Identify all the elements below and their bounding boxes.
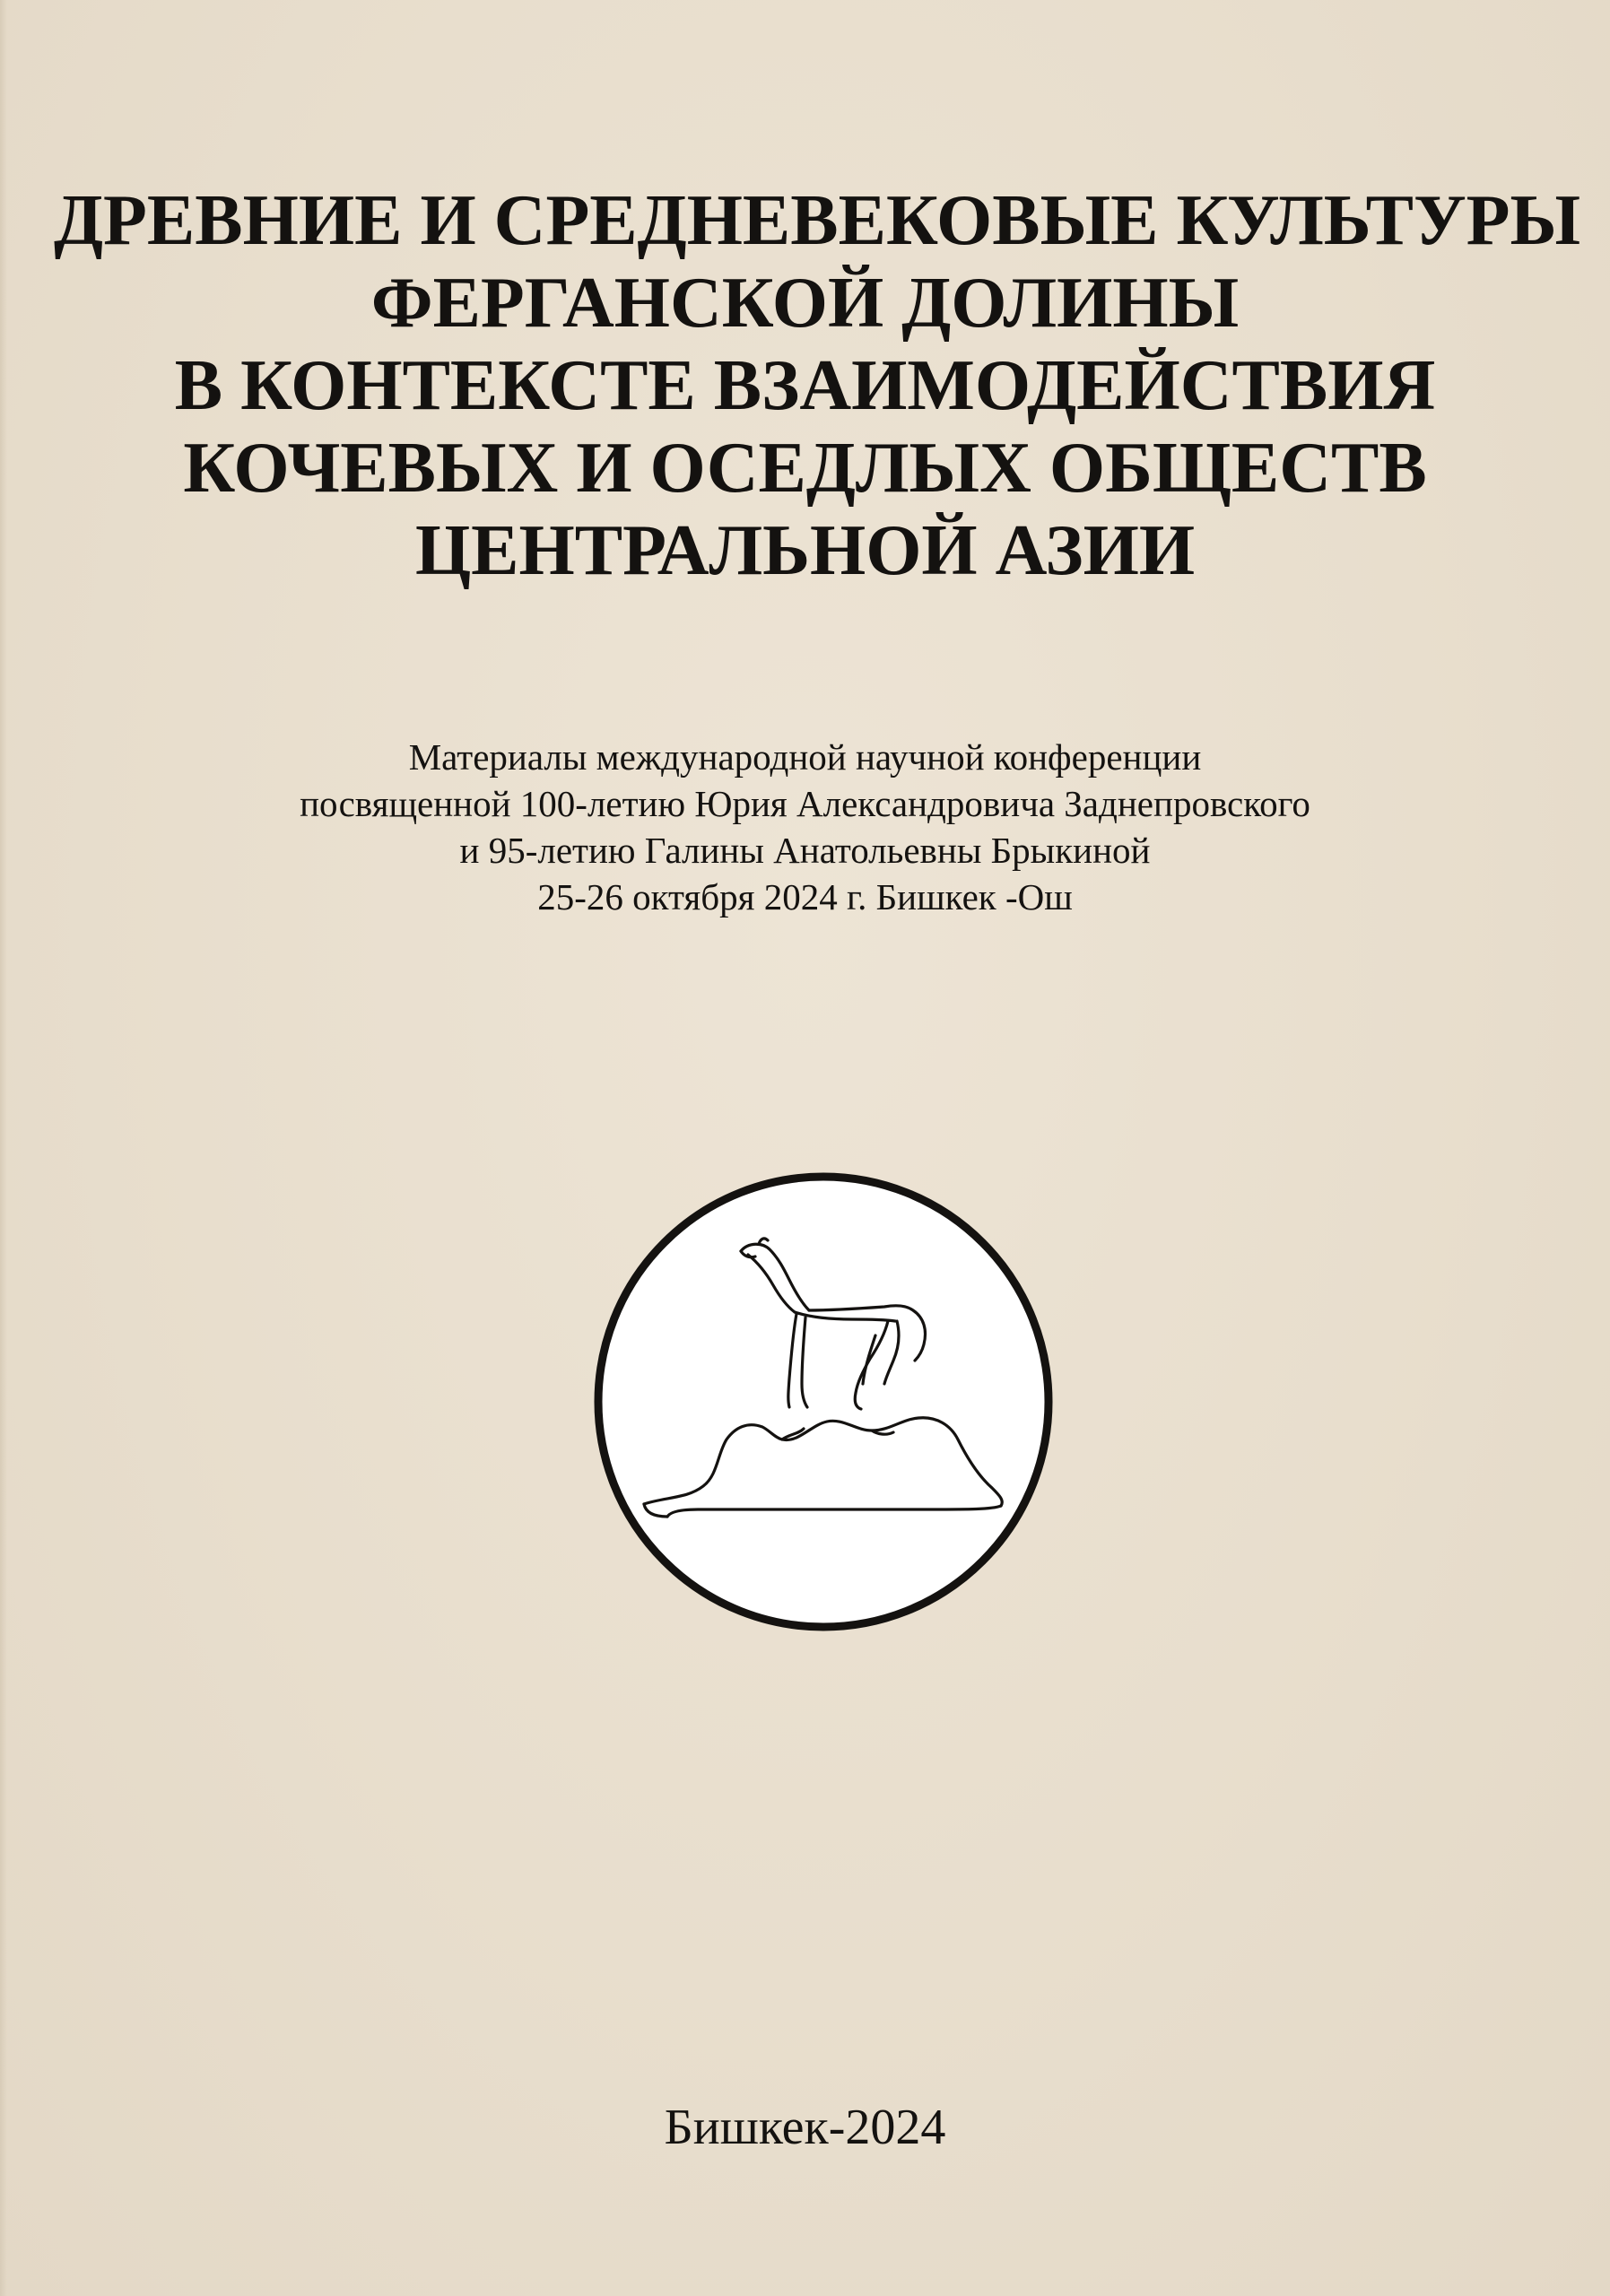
subtitle-line-1: Материалы международной научной конференции xyxy=(408,736,1202,778)
subtitle-line-2: посвященной 100-летию Юрия Александровича Заднепровского xyxy=(300,783,1310,824)
emblem-circle xyxy=(598,1177,1049,1627)
title-line-2: ФЕРГАНСКОЙ ДОЛИНЫ xyxy=(370,264,1240,343)
horse-on-rock-emblem-icon xyxy=(590,1169,1057,1635)
subtitle-line-3: и 95-летию Галины Анатольевны Брыкиной xyxy=(459,830,1151,871)
publication-place-year: Бишкек-2024 xyxy=(664,2100,946,2155)
book-title xyxy=(54,179,1581,592)
title-line-1: ДРЕВНИЕ И СРЕДНЕВЕКОВЫЕ КУЛЬТУРЫ xyxy=(54,181,1581,260)
title-line-5: ЦЕНТРАЛЬНОЙ АЗИИ xyxy=(414,511,1196,590)
title-line-4: КОЧЕВЫХ И ОСЕДЛЫХ ОБЩЕСТВ xyxy=(183,429,1427,508)
title-line-3: В КОНТЕКСТЕ ВЗАИМОДЕЙСТВИЯ xyxy=(174,346,1436,425)
conference-subtitle xyxy=(90,734,1520,920)
spine-edge xyxy=(0,0,7,2296)
subtitle-line-4: 25-26 октября 2024 г. Бишкек -Ош xyxy=(537,876,1073,918)
